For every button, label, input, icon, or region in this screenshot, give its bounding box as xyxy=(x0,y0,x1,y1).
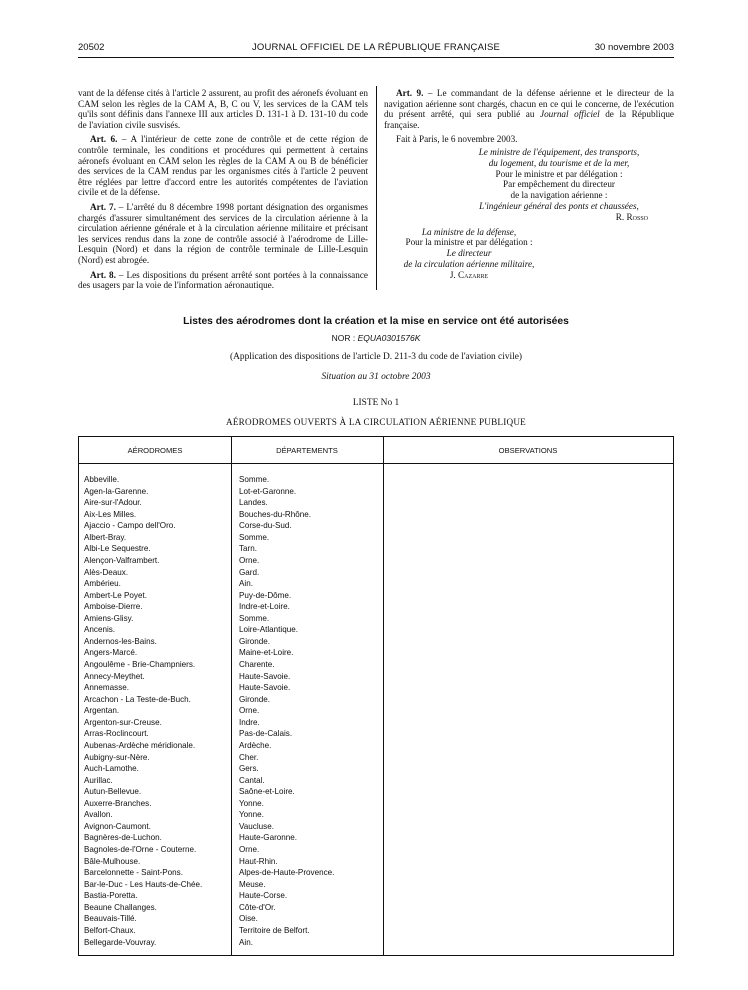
departement-cell: Orne. xyxy=(239,706,260,716)
table-row xyxy=(79,660,673,672)
header-aerodromes: AÉRODROMES xyxy=(127,446,183,455)
table-row xyxy=(79,729,673,741)
table-row xyxy=(79,741,673,753)
aerodrome-cell: Angers-Marcé. xyxy=(84,648,138,658)
departement-cell: Orne. xyxy=(239,555,260,565)
departement-cell: Haute-Savoie. xyxy=(239,683,291,693)
aerodrome-cell: Bar-le-Duc - Les Hauts-de-Chée. xyxy=(84,879,203,889)
aerodrome-cell: Bastia-Poretta. xyxy=(84,891,138,901)
table-row xyxy=(79,868,673,880)
journal-title: JOURNAL OFFICIEL DE LA RÉPUBLIQUE FRANÇAISE xyxy=(251,42,501,53)
article-9-journal: Journal officiel xyxy=(540,109,600,120)
table-row xyxy=(79,568,673,580)
aerodrome-cell: Bagnoles-de-l'Orne - Couterne. xyxy=(84,845,197,854)
departement-cell: Charente. xyxy=(239,660,275,669)
article-6-text: – A l'intérieur de cette zone de contrôle et de cette région de contrôle terminale, les conditions et procédures qui permettent à certains aéronefs évoluant en CAM selon les règles de la CAM A ou B de bénéficier des services de la CAM rendus par les organismes cités à l'article 2 peuvent être réglées par lettre d'accord entre les autorités compétentes de l'aviation civile et de la défense. xyxy=(78,134,368,198)
table-row xyxy=(79,903,673,915)
table-row xyxy=(79,799,673,811)
aerodrome-cell: Beauvais-Tillé. xyxy=(84,914,137,924)
departement-cell: Loire-Atlantique. xyxy=(239,625,298,635)
article-9-label: Art. 9. xyxy=(396,88,424,98)
departement-cell: Ain. xyxy=(239,937,253,947)
aerodrome-cell: Argentan. xyxy=(84,706,120,716)
signature-block-defense xyxy=(384,227,554,281)
table-row xyxy=(79,614,673,626)
departement-cell: Vaucluse. xyxy=(239,821,274,831)
aerodrome-cell: Ambérieu. xyxy=(84,579,121,589)
departement-cell: Yonne. xyxy=(239,798,264,808)
header-divider xyxy=(79,463,673,464)
aerodrome-cell: Bâle-Mulhouse. xyxy=(84,856,141,866)
table-row xyxy=(79,810,673,822)
table-row xyxy=(79,544,673,556)
departement-cell: Alpes-de-Haute-Provence. xyxy=(239,868,335,878)
list-number: LISTE No 1 xyxy=(352,398,400,408)
departement-cell: Haut-Rhin. xyxy=(239,856,278,866)
table-row xyxy=(79,914,673,926)
sig1-line6: L'ingénieur général des ponts et chaussées, xyxy=(479,200,639,211)
aerodrome-cell: Aix-Les Milles. xyxy=(84,509,137,519)
article-7 xyxy=(78,202,368,266)
aerodrome-cell: Aubigny-sur-Nère. xyxy=(84,752,150,762)
departement-cell: Gironde. xyxy=(239,694,271,704)
table-body xyxy=(79,475,673,949)
table-row xyxy=(79,880,673,892)
article-9-text: – Le commandant de la défense aérienne et le directeur de la navigation aérienne sont chargés, chacun en ce qui le concerne, de l'exécution du présent arrêté, qui sera publié au xyxy=(384,88,674,120)
departement-cell: Gironde. xyxy=(239,636,271,646)
departement-cell: Yonne. xyxy=(239,810,264,820)
table-row xyxy=(79,648,673,660)
aerodrome-cell: Agen-la-Garenne. xyxy=(84,486,149,496)
nor-reference xyxy=(78,333,674,343)
aerodrome-cell: Amboise-Dierre. xyxy=(84,602,143,612)
article-9-end: de la République française. xyxy=(384,109,674,130)
application-note: (Application des dispositions de l'article D. 211-3 du code de l'aviation civile) xyxy=(229,352,523,362)
table-row xyxy=(79,695,673,707)
aerodrome-cell: Albi-Le Sequestre. xyxy=(84,544,151,554)
aerodrome-cell: Arcachon - La Teste-de-Buch. xyxy=(84,694,191,704)
departement-cell: Tarn. xyxy=(239,544,257,554)
table-row xyxy=(79,764,673,776)
aerodrome-cell: Arras-Roclincourt. xyxy=(84,729,149,739)
departement-cell: Maine-et-Loire. xyxy=(239,648,294,658)
departement-cell: Côte-d'Or. xyxy=(239,902,276,912)
sig2-line4: de la circulation aérienne militaire, xyxy=(403,258,535,269)
signature-date: Fait à Paris, le 6 novembre 2003. xyxy=(396,134,518,145)
aerodrome-cell: Auch-Lamothe. xyxy=(84,764,139,774)
departement-cell: Bouches-du-Rhône. xyxy=(239,509,311,519)
aerodrome-cell: Aurillac. xyxy=(84,775,113,785)
aerodrome-cell: Ambert-Le Poyet. xyxy=(84,590,147,600)
departement-cell: Indre-et-Loire. xyxy=(239,602,290,612)
departement-cell: Lot-et-Garonne. xyxy=(239,486,297,496)
aerodrome-cell: Ajaccio - Campo dell'Oro. xyxy=(84,521,176,531)
table-row xyxy=(79,787,673,799)
right-column xyxy=(384,88,674,281)
article-6 xyxy=(78,134,368,198)
departement-cell: Oise. xyxy=(239,914,258,924)
continued-paragraph: vant de la défense cités à l'article 2 assurent, au profit des aéronefs évoluant en CAM selon les règles de la CAM A, B, C ou V, les services de la CAM tels qu'ils sont définis dans l'annexe III aux articles D. 131-1 à D. 131-10 du code de l'aviation civile susvisés. xyxy=(78,88,368,130)
aerodrome-cell: Avignon-Caumont. xyxy=(84,821,151,831)
table-row xyxy=(79,602,673,614)
aerodrome-cell: Annecy-Meythet. xyxy=(84,671,145,681)
situation-date: Situation au 31 octobre 2003 xyxy=(321,372,431,382)
issue-date: 30 novembre 2003 xyxy=(594,42,674,53)
aerodrome-cell: Avallon. xyxy=(84,810,113,820)
sig1-line4: Par empêchement du directeur xyxy=(503,179,615,190)
aerodrome-cell: Bagnères-de-Luchon. xyxy=(84,833,162,843)
departement-cell: Saône-et-Loire. xyxy=(239,787,295,797)
table-row xyxy=(79,776,673,788)
departement-cell: Puy-de-Dôme. xyxy=(239,590,292,600)
sig2-line1: La ministre de la défense, xyxy=(421,226,517,237)
sig2-line3: Le directeur xyxy=(446,248,492,259)
table-row xyxy=(79,833,673,845)
aerodrome-cell: Abbeville. xyxy=(84,475,120,484)
article-6-label: Art. 6. xyxy=(90,134,118,145)
article-8-text: – Les dispositions du présent arrêté sont portées à la connaissance des usagers par la voie de l'information aéronautique. xyxy=(78,269,368,291)
departement-cell: Somme. xyxy=(239,613,270,623)
table-row xyxy=(79,637,673,649)
departement-cell: Territoire de Belfort. xyxy=(239,925,310,935)
departement-cell: Ardèche. xyxy=(239,740,272,750)
sig2-line2: Pour la ministre et par délégation : xyxy=(405,237,533,248)
aerodrome-cell: Autun-Bellevue. xyxy=(84,787,142,797)
signature-block-equipment xyxy=(384,147,674,223)
table-row xyxy=(79,822,673,834)
nor-value: EQUA0301576K xyxy=(357,333,421,343)
aerodrome-cell: Belfort-Chaux. xyxy=(84,925,136,935)
aerodrome-cell: Alès-Deaux. xyxy=(84,567,129,577)
aerodrome-cell: Amiens-Glisy. xyxy=(84,613,134,623)
table-row xyxy=(79,845,673,857)
aerodrome-cell: Barcelonnette - Saint-Pons. xyxy=(84,868,183,878)
section-title: Listes des aérodromes dont la création et la mise en service ont été autorisées xyxy=(183,316,569,327)
departement-cell: Ain. xyxy=(239,579,253,589)
table-row xyxy=(79,498,673,510)
table-row xyxy=(79,926,673,938)
departement-cell: Meuse. xyxy=(239,879,266,889)
table-row xyxy=(79,591,673,603)
header-rule xyxy=(78,57,674,58)
nor-label: NOR : xyxy=(331,333,358,343)
aerodrome-cell: Annemasse. xyxy=(84,683,129,693)
article-7-label: Art. 7. xyxy=(90,201,116,212)
table-row xyxy=(79,487,673,499)
sig1-line3: Pour le ministre et par délégation : xyxy=(495,168,623,179)
departement-cell: Pas-de-Calais. xyxy=(239,729,293,739)
table-row xyxy=(79,891,673,903)
table-row xyxy=(79,475,673,487)
table-row xyxy=(79,579,673,591)
list-subtitle: AÉRODROMES OUVERTS À LA CIRCULATION AÉRIENNE PUBLIQUE xyxy=(226,417,526,427)
table-row xyxy=(79,683,673,695)
departement-cell: Haute-Garonne. xyxy=(239,833,298,843)
aerodrome-cell: Ancenis. xyxy=(84,625,116,635)
table-row xyxy=(79,753,673,765)
aerodrome-cell: Angoulême - Brie-Champniers. xyxy=(84,660,196,669)
header-observations: OBSERVATIONS xyxy=(498,446,558,455)
departement-cell: Indre. xyxy=(239,717,260,727)
departement-cell: Haute-Savoie. xyxy=(239,671,291,681)
aerodrome-cell: Aire-sur-l'Adour. xyxy=(84,498,142,508)
sig1-line1: Le ministre de l'équipement, des transports, xyxy=(478,146,640,157)
aerodrome-cell: Beaune Challanges. xyxy=(84,902,157,912)
table-row xyxy=(79,938,673,950)
header-departements: DÉPARTEMENTS xyxy=(276,446,338,455)
table-row xyxy=(79,706,673,718)
sig1-line2: du logement, du tourisme et de la mer, xyxy=(488,157,630,168)
table-row xyxy=(79,625,673,637)
article-8-label: Art. 8. xyxy=(90,269,116,280)
departement-cell: Cantal. xyxy=(239,775,265,785)
departement-cell: Somme. xyxy=(239,532,270,542)
table-row xyxy=(79,510,673,522)
aerodrome-cell: Auxerre-Branches. xyxy=(84,798,152,808)
table-row xyxy=(79,672,673,684)
left-column xyxy=(78,88,368,295)
table-row xyxy=(79,718,673,730)
sig1-line5: de la navigation aérienne : xyxy=(510,190,608,201)
column-separator xyxy=(376,86,377,290)
departement-cell: Cher. xyxy=(239,752,259,762)
departement-cell: Corse-du-Sud. xyxy=(239,521,292,531)
article-7-text: – L'arrêté du 8 décembre 1998 portant désignation des organismes chargés d'assurer simultanément des services de la circulation aérienne à la circulation aérienne générale et à la circulation aérienne militaire et précisant les services rendus dans la zone de contrôle associé à l'aérodrome de Lille-Lesquin (Nord) et dans la région de contrôle terminale de Lille-Lesquin (Nord) est abrogée. xyxy=(78,201,369,265)
departement-cell: Gers. xyxy=(239,764,259,774)
aerodrome-cell: Bellegarde-Vouvray. xyxy=(84,937,157,947)
page-header xyxy=(78,42,674,56)
aerodrome-cell: Alençon-Valframbert. xyxy=(84,555,160,565)
page-number: 20502 xyxy=(78,42,105,53)
departement-cell: Somme. xyxy=(239,475,270,484)
departement-cell: Haute-Corse. xyxy=(239,891,288,901)
table-row xyxy=(79,533,673,545)
sig2-name: J. Cazarre xyxy=(449,269,489,280)
aerodrome-cell: Albert-Bray. xyxy=(84,532,127,542)
article-9 xyxy=(384,88,674,130)
sig1-name: R. Rosso xyxy=(615,211,648,222)
departement-cell: Gard. xyxy=(239,567,260,577)
departement-cell: Orne. xyxy=(239,845,260,854)
article-8 xyxy=(78,270,368,291)
aerodrome-cell: Aubenas-Ardèche méridionale. xyxy=(84,740,196,750)
table-row xyxy=(79,521,673,533)
departement-cell: Landes. xyxy=(239,498,268,508)
table-row xyxy=(79,556,673,568)
aerodrome-cell: Argenton-sur-Creuse. xyxy=(84,717,162,727)
table-row xyxy=(79,857,673,869)
aerodrome-cell: Andernos-les-Bains. xyxy=(84,636,157,646)
aerodromes-table xyxy=(78,436,674,956)
